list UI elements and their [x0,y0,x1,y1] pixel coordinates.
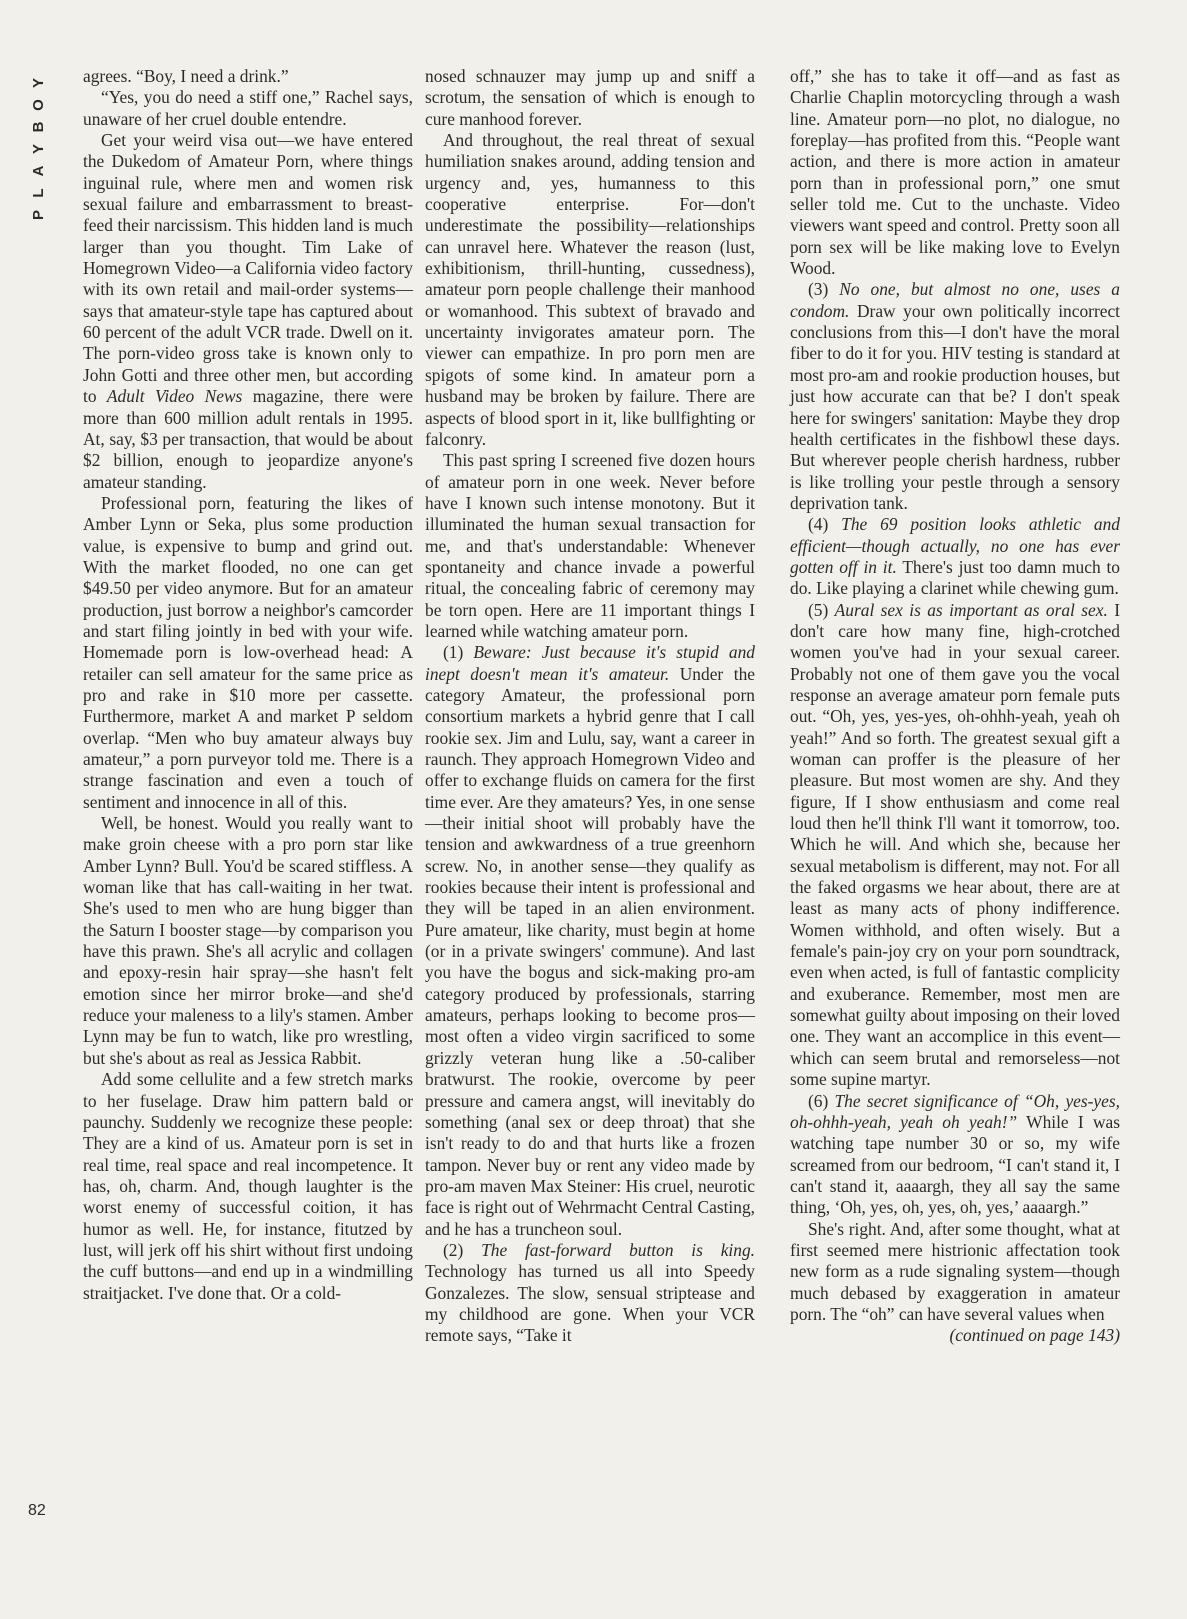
article-paragraph [425,66,755,130]
paragraph-italic-heading: The secret significance of “Oh, yes-yes, oh-ohhh-yeah, yeah oh yeah!” [790,1090,1120,1132]
masthead-letter: B [30,121,47,133]
paragraph-text-after: While I was watching tape number 30 or so, my wife screamed from our bedroom, “I can't stand it, I can't stand it, aaaargh, they all say the same thing, ‘Oh, yes, oh, yes, oh, yes,’ aaaargh.” [790,1111,1121,1218]
paragraph-text-after: magazine, there were more than 600 million adult rentals in 1995. At, say, $3 per transaction, that would be about $2 billion, enough to jeopardize anyone's amateur standing. [83,386,413,492]
paragraph-text: Professional porn, featuring the likes of Amber Lynn or Seka, plus some production value, is expensive to bump and grind out. With the market flooded, no one can get $49.50 per video anymore. But for an amateur production, just borrow a neighbor's camcorder and start filing jointly in bed with your wife. Homemade porn is low-overhead head: A retailer can sell amateur for the same price as pro and rake in $10 more per cassette. Furthermore, market A and market P seldom overlap. “Men who buy amateur always buy amateur,” a porn purveyor told me. There is a strange fascination and even a touch of sentiment and innocence in all of this. [83,492,413,812]
paragraph-text-after: There's just too damn much to do. Like playing a clarinet while chewing gum. [790,556,1120,599]
paragraph-text-after: Under the category Amateur, the professional porn consortium markets a hybrid genre that I call rookie sex. Jim and Lulu, say, want a career in raunch. They approach Homegrown Video and offer to exchange fluids on camera for the first time ever. Are they amateurs? Yes, in one sense—their initial shoot will probably have the tension and awkwardness of a true greenhorn screw. No, in another sense—they qualify as rookies because their intent is professional and they will be taped in an alien environment. Pure amateur, like charity, must begin at home (or in a private swingers' commune). And last you have the bogus and sick-making pro-am category produced by professionals, starring amateurs, perhaps looking to become pros—most often a video virgin sacrificed to some grizzly veteran hung like a .50-caliber bratwurst. The rookie, overcome by peer pressure and camera angst, will inevitably do something (anal sex or deep throat) that she isn't ready to do and that hurts like a frozen tampon. Never buy or rent any video made by pro-am maven Max Steiner: His cruel, neurotic face is right out of Wehrmacht Central Casting, and he has a truncheon soul. [425,663,755,1239]
paragraph-italic-heading: Aural sex is as important as oral sex. [834,599,1108,620]
article-paragraph [790,1219,1120,1326]
paragraph-text-after: I don't care how many fine, high-crotched women you've had in your sexual career. Probably not one of them gave you the vocal response an average amateur porn female puts out. “Oh, yes, yes-yes, oh-ohhh-yeah, yeah oh yeah!” And so forth. The greatest sexual gift a woman can proffer is the pleasure of her pleasure. But most women are shy. And they figure, If I show enthusiasm and come real loud then he'll think I'll want it tomorrow, too. Which he will. And which she, because her sexual metabolism is different, may not. For all the faked orgasms we hear about, there are at least as many acts of phony indifference. Women withhold, and often wisely. But a female's pain-joy cry on your porn soundtrack, even when acted, is full of fantastic complicity and exuberance. Remember, most men are somewhat guilty about imposing on their loved one. They want an accomplice in this event—which can seem brutal and remorseless—not some supine martyr. [790,599,1120,1090]
paragraph-text: Add some cellulite and a few stretch marks to her fuselage. Draw him pattern bald or paunchy. Suddenly we recognize these people: They are a kind of us. Amateur porn is set in real time, real space and real incompetence. It has, oh, charm. And, though laughter is the worst enemy of successful coition, it has humor as well. He, for instance, fitutzed by lust, will jerk off his shirt without first undoing the cuff buttons—and end up in a windmilling straitjacket. I've done that. Or a cold- [83,1069,413,1303]
paragraph-italic-heading: Beware: Just because it's stupid and inept doesn't mean it's amateur. [425,642,755,684]
article-paragraph [83,1069,413,1304]
magazine-masthead [28,72,50,226]
paragraph-text: agrees. “Boy, I need a drink.” [83,66,289,86]
article-paragraph [790,66,1120,279]
masthead-letter: P [30,210,47,221]
article-paragraph [83,66,413,87]
paragraph-text: And throughout, the real threat of sexual humiliation snakes around, adding tension and urgency and, yes, humanness to this cooperative enterprise. For—don't underestimate the possibility—relationships can unravel here. Whatever the reason (lust, exhibitionism, thrill-hunting, cussedness), amateur porn people challenge their manhood or womanhood. This subtext of bravado and uncertainty invigorates amateur porn. The viewer can empathize. In pro porn men are spigots of some kind. In amateur porn a husband may be broken by failure. There are aspects of blood sport in it, like bullfighting or falconry. [425,130,755,449]
paragraph-text: Well, be honest. Would you really want to make groin cheese with a pro porn star like Amber Lynn? Bull. You'd be scared stiffless. A woman like that has call-waiting in her twat. She's used to men who are hung bigger than the Saturn I booster stage—by comparison you have this prawn. She's all acrylic and collagen and epoxy-resin hair spray—she hasn't felt emotion since her mirror broke—and she'd reduce your maleness to a lily's stamen. Amber Lynn may be fun to watch, like pro wrestling, but she's about as real as Jessica Rabbit. [83,813,413,1068]
article-paragraph [425,450,755,642]
continued-note: (continued on page 143) [949,1325,1120,1346]
paragraph-text: (3) [808,279,840,300]
paragraph-text-after: Technology has turned us all into Speedy Gonzalezes. The slow, sensual striptease and my childhood are gone. When your VCR remote says, “Take it [425,1261,755,1346]
paragraph-italic-heading: The fast-forward button is king. [481,1239,755,1260]
paragraph-text: (5) [808,599,835,620]
masthead-letter: L [30,188,47,198]
paragraph-text-after: Draw your own politically incorrect conclusions from this—I don't have the moral fiber to do it for you. HIV testing is standard at most pro-am and rookie production houses, but just how accurate can that be? I don't speak here for swingers' sanitation: Maybe they drop health certificates in the fishbowl these days. But wherever people cherish hardness, rubber is like trolling your pestle through a sensory deprivation tank. [790,300,1120,513]
article-column-3 [790,66,1120,1347]
paragraph-text: “Yes, you do need a stiff one,” Rachel says, unaware of her cruel double entendre. [83,87,413,129]
article-paragraph [790,514,1120,599]
article-paragraph [83,87,413,130]
masthead-letter: Y [30,78,47,89]
article-paragraph [790,1091,1120,1219]
article-paragraph [83,130,413,493]
paragraph-italic-heading: The 69 position looks athletic and efficient—though actually, no one has ever gotten off in it. [790,514,1120,577]
masthead-letter: A [30,165,47,177]
article-paragraph [790,600,1120,1091]
paragraph-text: (1) [443,642,474,663]
article-column-2 [425,66,755,1347]
paragraph-italic-heading: No one, but almost no one, uses a condom. [790,279,1120,321]
article-paragraph [425,1240,755,1347]
paragraph-italic-heading: Adult Video News [106,386,243,407]
page-number: 82 [28,1502,46,1519]
paragraph-text: Get your weird visa out—we have entered the Dukedom of Amateur Porn, where things inguinal rule, where men and women risk sexual failure and embarrassment to breast-feed their narcissism. This hidden land is much larger than you thought. Tim Lake of Homegrown Video—a California video factory with its own retail and mail-order systems—says that amateur-style tape has captured about 60 percent of the adult VCR trade. Dwell on it. The porn-video gross take is known only to John Gotti and three other men, but according to [83,130,413,407]
paragraph-text: (6) [808,1090,835,1111]
article-paragraph [83,493,413,813]
paragraph-text: This past spring I screened five dozen hours of amateur porn in one week. Never before have I known such intense monotony. But it illuminated the human sexual transaction for me, and that's understandable: Whenever spontaneity and chance invade a powerful ritual, the concealing fabric of ceremony may be torn open. Here are 11 important things I learned while watching amateur porn. [425,450,755,641]
article-paragraph [425,130,755,450]
article-paragraph [790,279,1120,514]
paragraph-text: off,” she has to take it off—and as fast as Charlie Chaplin motorcycling through a wash line. Amateur porn—no plot, no dialogue, no foreplay—has profited from this. “People want action, and there is more action in amateur porn than in professional porn,” one smut seller told me. Cut to the unchaste. Video viewers want speed and control. Pretty soon all porn sex will be like making love to Evelyn Wood. [790,66,1120,279]
paragraph-text: She's right. And, after some thought, what at first seemed mere histrionic affectation took new form as a rude signaling system—though much debased by exaggeration in amateur porn. The “oh” can have several values when [790,1218,1120,1324]
masthead-letter: Y [30,144,47,155]
masthead-letter: O [30,99,47,111]
paragraph-text: (2) [443,1239,482,1260]
paragraph-text: nosed schnauzer may jump up and sniff a scrotum, the sensation of which is enough to cure manhood forever. [425,66,755,129]
article-paragraph [425,642,755,1240]
paragraph-text: (4) [808,514,842,535]
article-paragraph [83,813,413,1069]
article-column-1 [83,66,413,1304]
